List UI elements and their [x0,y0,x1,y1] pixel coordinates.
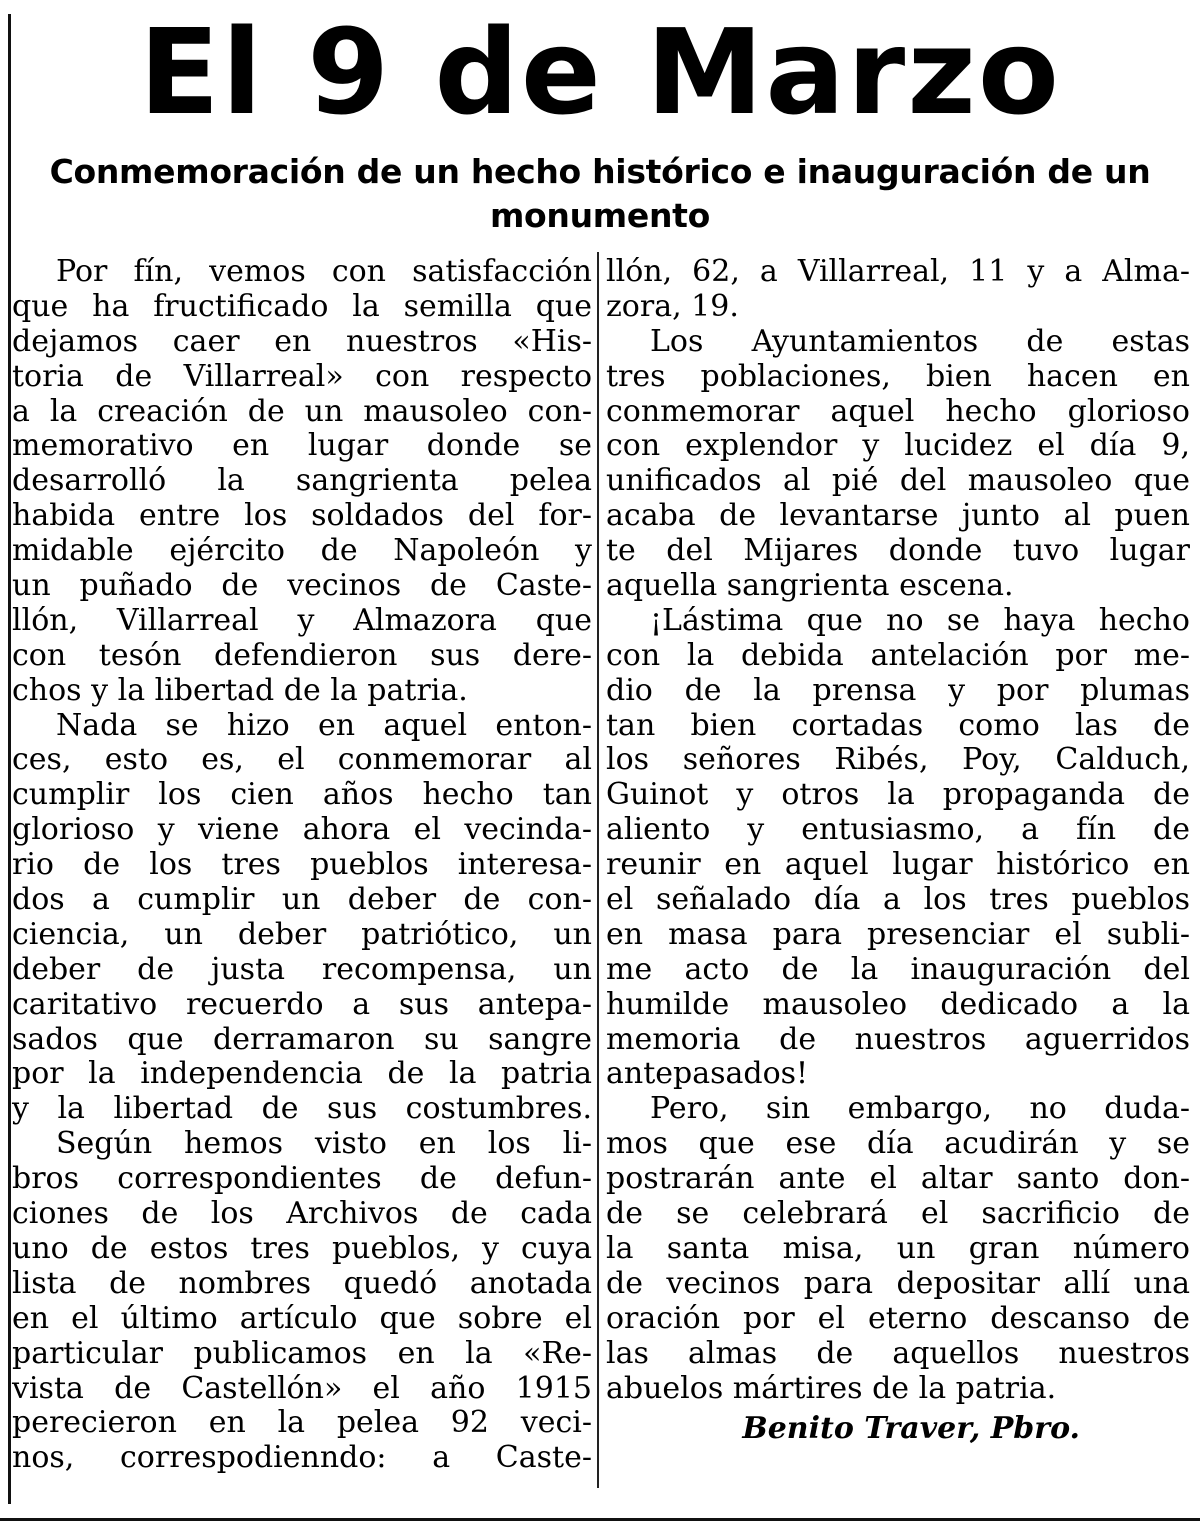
text-line: llón, Villarreal y Almazora que [12,602,592,638]
text-line: ces, esto es, el conmemorar al [12,742,592,778]
text-line: que ha fructificado la semilla que [12,288,592,324]
text-line: perecieron en la pelea 92 veci- [12,1405,592,1441]
text-line: habida entre los soldados del for- [12,498,592,534]
text-line: deber de justa recompensa, un [12,951,592,987]
text-line: conmemorar aquel hecho glorioso [606,393,1190,429]
text-line: desarrolló la sangrienta pelea [12,463,592,499]
text-line: dio de la prensa y por plumas [606,672,1190,708]
text-line: por la independencia de la patria [12,1056,592,1092]
text-line: ciencia, un deber patriótico, un [12,916,592,952]
text-line: ¡Lástima que no se haya hecho [650,602,1190,638]
text-line: postrarán ante el altar santo don- [606,1161,1190,1197]
text-line: la santa misa, un gran número [606,1230,1190,1266]
text-line: bros correspondientes de defun- [12,1161,592,1197]
text-line: con explendor y lucidez el día 9, [606,428,1190,464]
text-line: Nada se hizo en aquel enton- [56,707,592,743]
text-line: aliento y entusiasmo, a fín de [606,812,1190,848]
text-line: memorativo en lugar donde se [12,428,592,464]
text-line: dejamos caer en nuestros «His- [12,323,592,359]
text-line: nos, correspodienndo: a Caste- [12,1440,592,1476]
headline: El 9 de Marzo [139,3,1061,141]
text-line: sados que derramaron su sangre [12,1021,592,1057]
text-line: de vecinos para depositar allí una [606,1265,1190,1301]
text-line: vista de Castellón» el año 1915 [12,1370,592,1406]
text-line: tres poblaciones, bien hacen en [606,358,1190,394]
text-line: cumplir los cien años hecho tan [12,777,592,813]
author-signature: Benito Traver, Pbro. [742,1411,1080,1447]
right-column [606,255,1190,1447]
text-line: Guinot y otros la propaganda de [606,777,1190,813]
text-line: Según hemos visto en los li- [56,1126,592,1162]
text-line: acaba de levantarse junto al puen [606,498,1190,534]
text-line: particular publicamos en la «Re- [12,1335,592,1371]
text-line: aquella sangrienta escena. [606,568,1014,604]
text-line: dos a cumplir un deber de con- [12,882,592,918]
text-line: de se celebrará el sacrificio de [606,1196,1190,1232]
text-line: caritativo recuerdo a sus antepa- [12,986,592,1022]
subheadline: Conmemoración de un hecho histórico e inauguración de un monumento [49,152,1151,235]
text-line: Pero, sin embargo, no duda- [650,1091,1190,1127]
text-line: a la creación de un mausoleo con- [12,393,592,429]
text-line: uno de estos tres pueblos, y cuya [12,1230,592,1266]
text-line: humilde mausoleo dedicado a la [606,986,1190,1022]
text-line: memoria de nuestros aguerridos [606,1021,1190,1057]
text-line: me acto de la inauguración del [606,951,1190,987]
left-column [12,255,592,1476]
text-line: lista de nombres quedó anotada [12,1265,592,1301]
text-line: reunir en aquel lugar histórico en [606,847,1190,883]
column-divider [597,252,599,1488]
text-line: rio de los tres pueblos interesa- [12,847,592,883]
text-line: con tesón defendieron sus dere- [12,637,592,673]
text-line: unificados al pié del mausoleo que [606,463,1190,499]
text-line: chos y la libertad de la patria. [12,672,468,708]
text-line: con la debida antelación por me- [606,637,1190,673]
text-line: llón, 62, a Villarreal, 11 y a Alma- [606,254,1190,289]
left-border-rule [8,14,11,1504]
text-line: y la libertad de sus costumbres. [12,1091,592,1127]
text-line: ciones de los Archivos de cada [12,1196,592,1232]
text-line: glorioso y viene ahora el vecinda- [12,812,592,848]
text-line: en el último artículo que sobre el [12,1300,592,1336]
text-line: te del Mijares donde tuvo lugar [606,533,1190,569]
text-line: zora, 19. [606,288,739,324]
text-line: toria de Villarreal» con respecto [12,358,592,394]
text-line: un puñado de vecinos de Caste- [12,568,592,604]
text-line: las almas de aquellos nuestros [606,1335,1190,1371]
text-line: antepasados! [606,1056,809,1092]
text-line: en masa para presenciar el subli- [606,916,1190,952]
text-line: Los Ayuntamientos de estas [650,323,1190,359]
text-line: oración por el eterno descanso de [606,1300,1190,1336]
text-line: los señores Ribés, Poy, Calduch, [606,742,1190,778]
text-line: abuelos mártires de la patria. [606,1370,1057,1406]
text-line: el señalado día a los tres pueblos [606,882,1190,918]
text-line: mos que ese día acudirán y se [606,1126,1190,1162]
text-line: Por fín, vemos con satisfacción [56,254,592,289]
text-line: tan bien cortadas como las de [606,707,1190,743]
text-line: midable ejército de Napoleón y [12,533,592,569]
bottom-rule [0,1518,1200,1521]
